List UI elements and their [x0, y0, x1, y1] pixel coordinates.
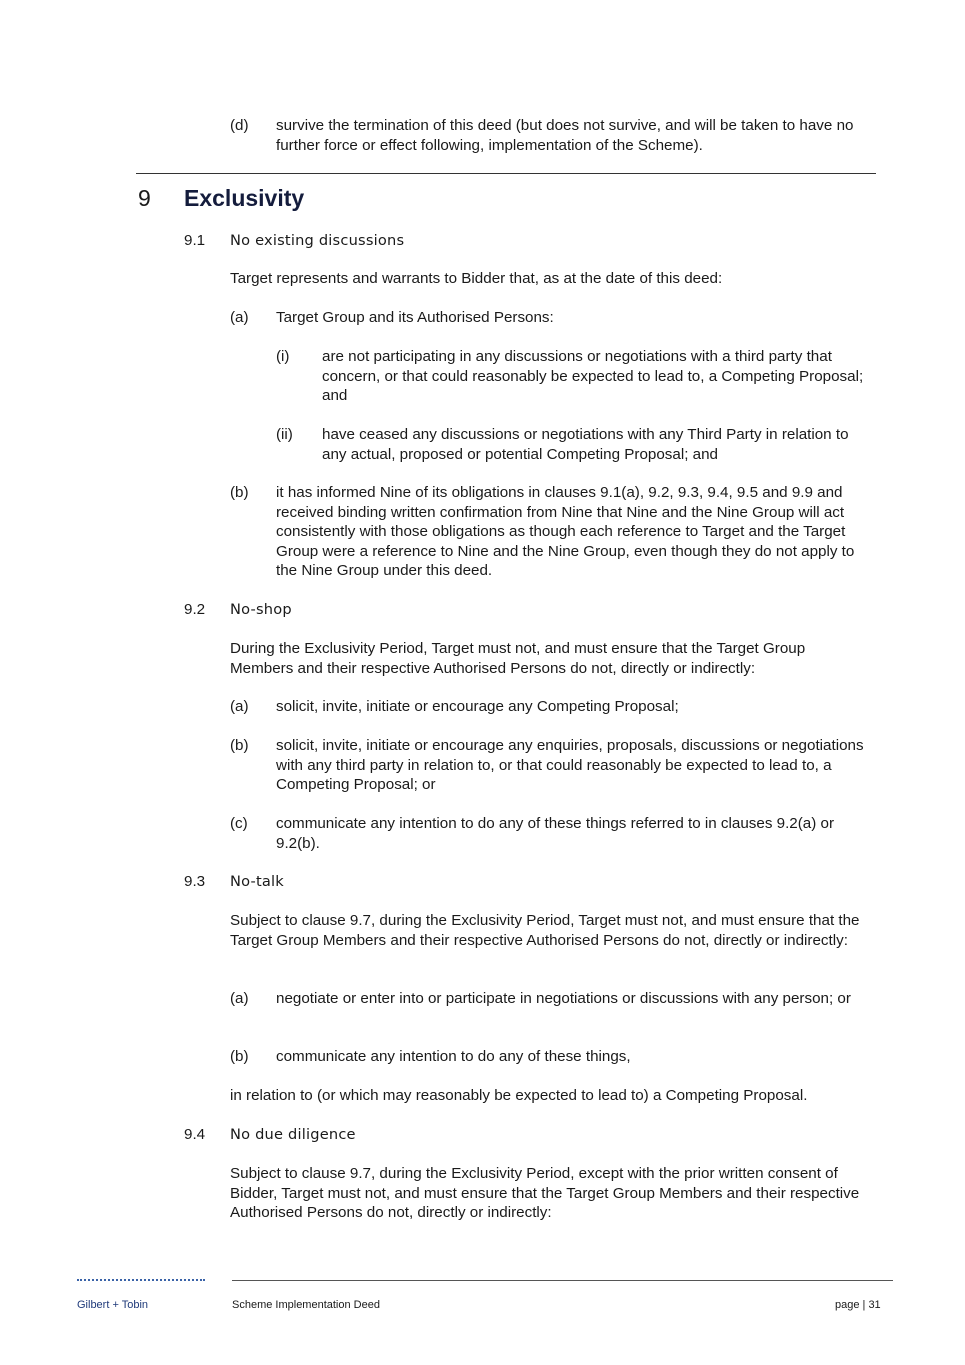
footer-page-number: page | 31 — [835, 1299, 881, 1311]
list-text: survive the termination of this deed (but does not survive, and will be taken to have no further force or effect following, implementation of the Scheme). — [276, 117, 854, 154]
section-divider — [136, 173, 876, 174]
list-label: (a) — [230, 698, 249, 715]
list-label: (ii) — [276, 426, 293, 443]
footer-dotted-rule — [77, 1279, 205, 1281]
list-label: (a) — [230, 990, 249, 1007]
list-text: are not participating in any discussions or negotiations with a third party that concern, or that could reasonably be expected to lead to, a Competing Proposal; and — [322, 348, 864, 404]
list-text: solicit, invite, initiate or encourage any enquiries, proposals, discussions or negotiations with any third party in relation to, or that could reasonably be expected to lead to, a Competing Proposal; or — [276, 737, 864, 793]
list-text: have ceased any discussions or negotiations with any Third Party in relation to any actual, proposed or potential Competing Proposal; and — [322, 426, 849, 463]
list-text: solicit, invite, initiate or encourage any Competing Proposal; — [276, 698, 679, 715]
list-label: (i) — [276, 348, 290, 365]
clause-title: No due diligence — [230, 1126, 356, 1143]
list-label: (a) — [230, 309, 249, 326]
list-label: (b) — [230, 737, 249, 754]
list-text: Target Group and its Authorised Persons: — [276, 309, 554, 326]
list-label: (d) — [230, 117, 249, 134]
list-label: (b) — [230, 1048, 249, 1065]
clause-title: No-shop — [230, 601, 292, 618]
list-text: it has informed Nine of its obligations in clauses 9.1(a), 9.2, 9.3, 9.4, 9.5 and 9.9 and received binding written confirmation from Nine that Nine and the Nine Group will act consistently with those obligations as though each reference to Target and the Target Group were a reference to Nine and the Nine Group, even though they do not apply to the Nine Group under this deed. — [276, 484, 855, 579]
footer-rule — [232, 1280, 893, 1281]
clause-number: 9.2 — [184, 601, 206, 618]
list-label: (b) — [230, 484, 249, 501]
clause-intro: Subject to clause 9.7, during the Exclusivity Period, Target must not, and must ensure that the Target Group Members and their respective Authorised Persons do not, directly or indirectly: — [230, 912, 860, 949]
clause-number: 9.4 — [184, 1126, 206, 1143]
clause-tail: in relation to (or which may reasonably be expected to lead to) a Competing Proposal. — [230, 1087, 808, 1104]
footer-firm: Gilbert + Tobin — [77, 1299, 149, 1311]
footer-doc-title: Scheme Implementation Deed — [232, 1299, 380, 1311]
clause-title: No-talk — [230, 873, 284, 890]
list-text: communicate any intention to do any of these things referred to in clauses 9.2(a) or 9.2(b). — [276, 815, 835, 852]
list-label: (c) — [230, 815, 248, 832]
section-number: 9 — [138, 185, 151, 211]
clause-number: 9.1 — [184, 232, 206, 249]
list-text: negotiate or enter into or participate in negotiations or discussions with any person; or — [276, 990, 851, 1007]
clause-title: No existing discussions — [230, 232, 405, 249]
list-text: communicate any intention to do any of these things, — [276, 1048, 631, 1065]
clause-intro: During the Exclusivity Period, Target must not, and must ensure that the Target Group Members and their respective Authorised Persons do not, directly or indirectly: — [230, 640, 806, 677]
clause-intro: Target represents and warrants to Bidder that, as at the date of this deed: — [230, 270, 723, 287]
clause-intro: Subject to clause 9.7, during the Exclusivity Period, except with the prior written consent of Bidder, Target must not, and must ensure that the Target Group Members and their respective Authorised Persons do not, directly or indirectly: — [230, 1165, 860, 1221]
clause-number: 9.3 — [184, 873, 206, 890]
section-title: Exclusivity — [184, 185, 305, 211]
